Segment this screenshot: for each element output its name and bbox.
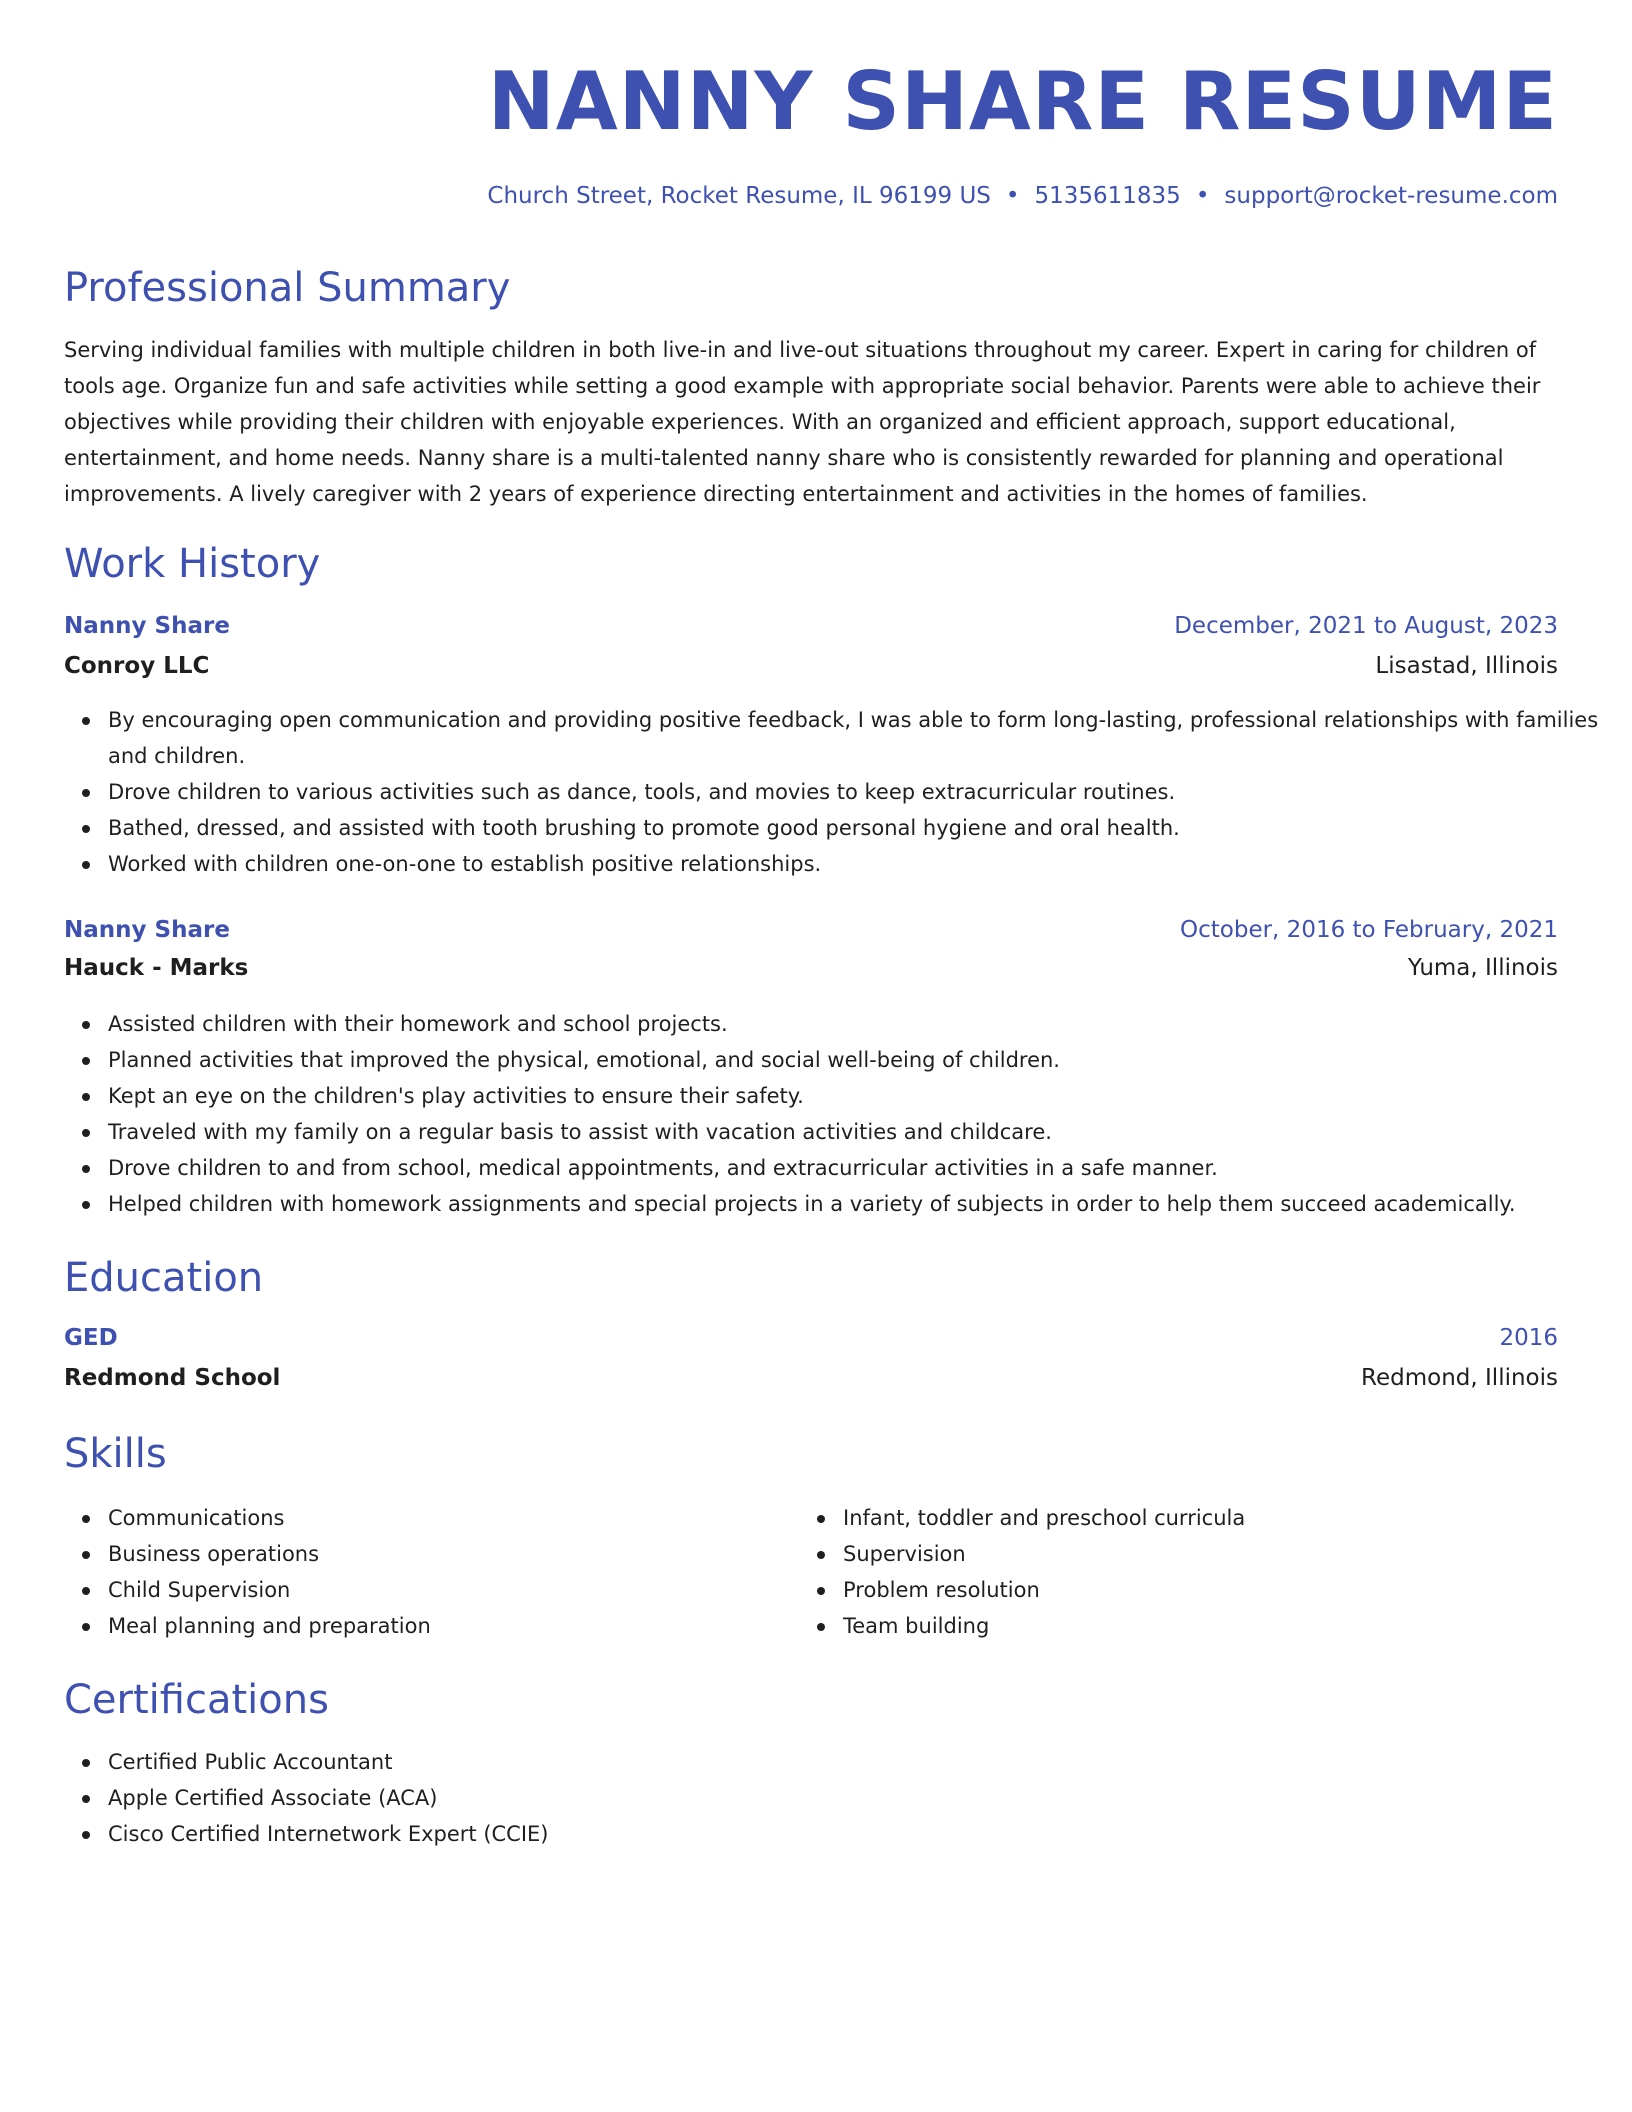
skill-item: Meal planning and preparation (108, 1608, 788, 1644)
education-location: Redmond, Illinois (1361, 1365, 1558, 1391)
skill-item: Child Supervision (108, 1572, 788, 1608)
section-title-certifications: Certifications (64, 1677, 329, 1723)
resume-name: NANNY SHARE RESUME (487, 55, 1558, 148)
education-year: 2016 (1499, 1325, 1558, 1351)
job-2-bullets (64, 1006, 1602, 1222)
section-title-summary: Professional Summary (64, 265, 511, 311)
job-location: Yuma, Illinois (1407, 955, 1558, 981)
list-item: Worked with children one-on-one to establish positive relationships. (108, 846, 1602, 882)
skill-item: Infant, toddler and preschool curricula (843, 1500, 1523, 1536)
contact-separator: • (1195, 183, 1210, 209)
certification-item: Cisco Certified Internetwork Expert (CCIE) (108, 1816, 1602, 1852)
skill-item: Problem resolution (843, 1572, 1523, 1608)
education-subheader (64, 1362, 1558, 1394)
job-dates: October, 2016 to February, 2021 (1180, 917, 1558, 943)
skill-item: Supervision (843, 1536, 1523, 1572)
list-item: Kept an eye on the children's play activities to ensure their safety. (108, 1078, 1602, 1114)
list-item: By encouraging open communication and providing positive feedback, I was able to form long-lasting, professional relationships with families and children. (108, 702, 1602, 774)
job-2-header (64, 914, 1558, 946)
job-role: Nanny Share (64, 917, 230, 943)
skill-item: Communications (108, 1500, 788, 1536)
section-title-work-history: Work History (64, 541, 321, 587)
job-1-bullets (64, 702, 1602, 882)
job-1-subheader (64, 650, 1558, 682)
summary-text: Serving individual families with multiple children in both live-in and live-out situations throughout my career. Expert in caring for children of tools age. Organize fun and safe activities while setting a good example with appropriate social behavior. Parents were able to achieve their objectives while providing their children with enjoyable experiences. With an organized and efficient approach, support educational, entertainment, and home needs. Nanny share is a multi-talented nanny share who is consistently rewarded for planning and operational improvements. A lively caregiver with 2 years of experience directing entertainment and activities in the homes of families. (64, 338, 1541, 506)
skills-list-left (64, 1500, 788, 1644)
certification-item: Apple Certified Associate (ACA) (108, 1780, 1602, 1816)
job-dates: December, 2021 to August, 2023 (1174, 613, 1558, 639)
list-item: Bathed, dressed, and assisted with tooth brushing to promote good personal hygiene and oral health. (108, 810, 1602, 846)
education-school: Redmond School (64, 1365, 281, 1391)
list-item: Helped children with homework assignments and special projects in a variety of subjects in order to help them succeed academically. (108, 1186, 1602, 1222)
list-item: Planned activities that improved the physical, emotional, and social well-being of children. (108, 1042, 1602, 1078)
contact-address: Church Street, Rocket Resume, IL 96199 US (487, 183, 991, 209)
skill-item: Team building (843, 1608, 1523, 1644)
job-1-header (64, 610, 1558, 642)
contact-line (64, 180, 1558, 212)
contact-phone: 5135611835 (1034, 183, 1181, 209)
certifications-list (64, 1744, 1602, 1852)
job-role: Nanny Share (64, 613, 230, 639)
list-item: Drove children to various activities such as dance, tools, and movies to keep extracurricular routines. (108, 774, 1602, 810)
job-company: Conroy LLC (64, 653, 210, 679)
contact-email: support@rocket-resume.com (1224, 183, 1558, 209)
skills-list-right (799, 1500, 1523, 1644)
education-header (64, 1322, 1558, 1354)
list-item: Drove children to and from school, medical appointments, and extracurricular activities in a safe manner. (108, 1150, 1602, 1186)
job-location: Lisastad, Illinois (1375, 653, 1558, 679)
education-degree: GED (64, 1325, 118, 1351)
certification-item: Certified Public Accountant (108, 1744, 1602, 1780)
section-title-education: Education (64, 1255, 264, 1301)
job-2-subheader (64, 952, 1558, 984)
contact-separator: • (1005, 183, 1020, 209)
skill-item: Business operations (108, 1536, 788, 1572)
list-item: Traveled with my family on a regular basis to assist with vacation activities and childcare. (108, 1114, 1602, 1150)
resume-page (64, 0, 1599, 1846)
section-title-skills: Skills (64, 1431, 167, 1477)
job-company: Hauck - Marks (64, 955, 249, 981)
list-item: Assisted children with their homework and school projects. (108, 1006, 1602, 1042)
